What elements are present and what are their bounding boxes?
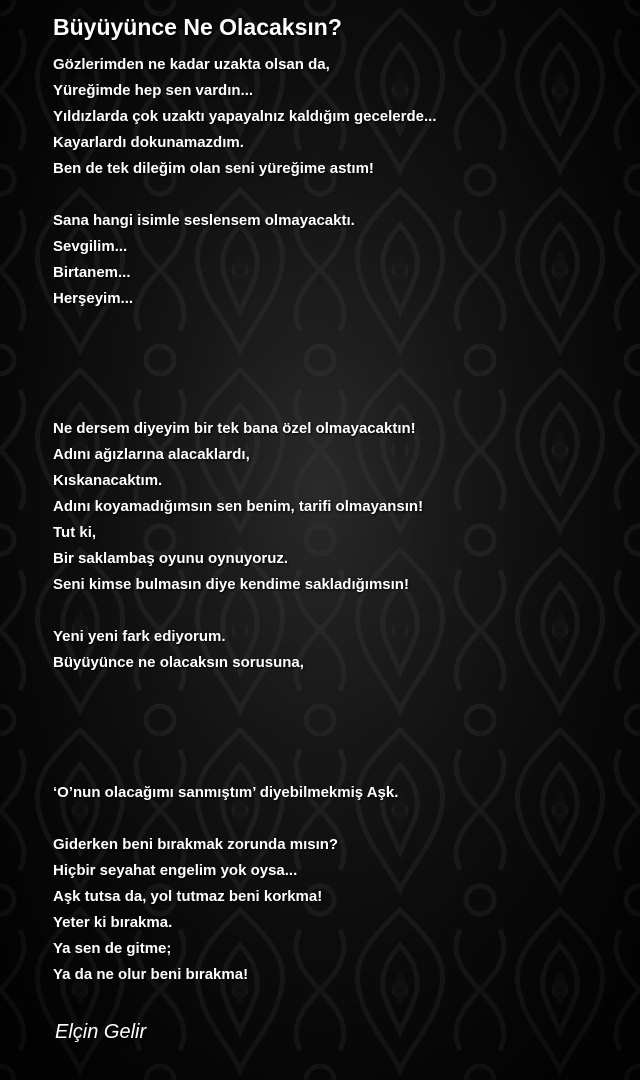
poem-line: Kayarlardı dokunamazdım. <box>53 134 244 151</box>
poem-line: Ya sen de gitme; <box>53 940 172 957</box>
poem-line: Aşk tutsa da, yol tutmaz beni korkma! <box>53 888 323 905</box>
poem-author: Elçin Gelir <box>55 1021 147 1043</box>
stanza-gap <box>53 598 623 624</box>
stanza-gap <box>53 182 623 208</box>
poem-title: Büyüyünce Ne Olacaksın? <box>53 14 342 40</box>
poem-line: Ne dersem diyeyim bir tek bana özel olmayacaktın! <box>53 420 416 437</box>
stanza-6 <box>53 832 623 988</box>
poem-line: Seni kimse bulmasın diye kendime sakladığımsın! <box>53 576 409 593</box>
stanza-4 <box>53 624 623 676</box>
poem-line: Hiçbir seyahat engelim yok oysa... <box>53 862 298 879</box>
poem-line: ‘O’nun olacağımı sanmıştım’ diyebilmekmiş Aşk. <box>53 784 399 801</box>
stanza-gap <box>53 312 623 416</box>
poem-line: Herşeyim... <box>53 290 134 307</box>
poem-line: Yeni yeni fark ediyorum. <box>53 628 226 645</box>
stanza-2 <box>53 208 623 312</box>
poem-line: Tut ki, <box>53 524 97 541</box>
poem-line: Gözlerimden ne kadar uzakta olsan da, <box>53 56 330 73</box>
stanza-gap <box>53 676 623 780</box>
poem-line: Adını koyamadığımsın sen benim, tarifi olmayansın! <box>53 498 424 515</box>
poem-line: Kıskanacaktım. <box>53 472 163 489</box>
poem-line: Büyüyünce ne olacaksın sorusuna, <box>53 654 304 671</box>
stanza-1 <box>53 52 623 182</box>
stanza-5 <box>53 780 623 806</box>
poem-line: Adını ağızlarına alacaklardı, <box>53 446 250 463</box>
poem-line: Birtanem... <box>53 264 131 281</box>
poem-line: Ben de tek dileğim olan seni yüreğime astım! <box>53 160 374 177</box>
poem-line: Yeter ki bırakma. <box>53 914 173 931</box>
poem-line: Yıldızlarda çok uzaktı yapayalnız kaldığım gecelerde... <box>53 108 437 125</box>
poem-line: Sana hangi isimle seslensem olmayacaktı. <box>53 212 355 229</box>
poem-line: Giderken beni bırakmak zorunda mısın? <box>53 836 339 853</box>
poem-line: Ya da ne olur beni bırakma! <box>53 966 249 983</box>
poem-line: Bir saklambaş oyunu oynuyoruz. <box>53 550 289 567</box>
poem-content <box>53 12 623 988</box>
poem-line: Yüreğimde hep sen vardın... <box>53 82 254 99</box>
stanza-gap <box>53 806 623 832</box>
poem-line: Sevgilim... <box>53 238 128 255</box>
stanza-3 <box>53 416 623 598</box>
